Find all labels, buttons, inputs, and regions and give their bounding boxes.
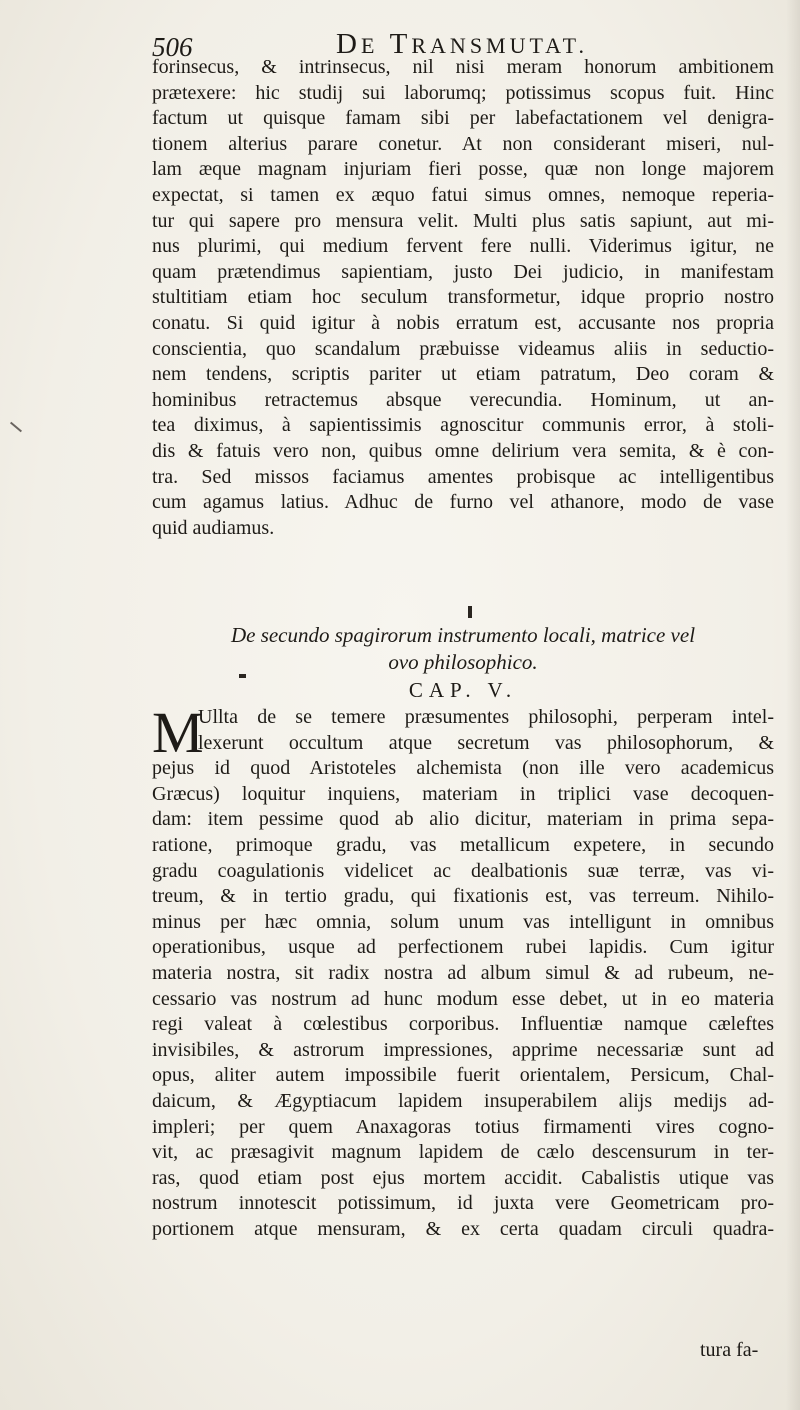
text-line: cum agamus latius. Adhuc de furno vel athanore, modo de vase	[152, 491, 774, 514]
text-line: impleri; per quem Anaxagoras totius firmamenti vires cogno-	[152, 1115, 774, 1138]
text-line: factum ut quisque famam sibi per labefactationem vel denigra-	[152, 107, 774, 130]
text-line: tur qui sapere pro mensura velit. Multi plus satis sapiunt, aut mi-	[152, 209, 774, 232]
text-line: minus per hæc omnia, solum unum vas intelligunt in omnibus	[152, 910, 774, 933]
text-line: conatu. Si quid igitur à nobis erratum est, accusante nos propria	[152, 311, 774, 334]
ink-speck	[239, 674, 246, 678]
text-line: operationibus, usque ad perfectionem rubei lapidis. Cum igitur	[152, 936, 774, 959]
catchword: tura fa-	[700, 1339, 759, 1361]
text-line: tra. Sed missos faciamus amentes probisque ac intelligentibus	[152, 465, 774, 488]
text-line: tionem alterius parare conetur. At non considerant miseri, nul-	[152, 132, 774, 155]
text-line: Græcus) loquitur inquiens, materiam in triplici vase decoquen-	[152, 782, 774, 805]
text-line: nus plurimi, qui medium fervent fere nulli. Viderimus igitur, ne	[152, 235, 774, 258]
text-line: Ullta de se temere præsumentes philosophi, perperam intel-	[198, 706, 774, 728]
text-line: quid audiamus.	[152, 516, 275, 539]
text-line: dam: item pessime quod ab alio dicitur, materiam in prima sepa-	[152, 808, 774, 831]
text-line: lexerunt occultum atque secretum vas philosophorum, &	[198, 731, 774, 754]
running-head-rest-1: E	[360, 33, 379, 58]
text-line: cessario vas nostrum ad hunc modum esse debet, ut in eo materia	[152, 987, 774, 1010]
text-line: lam æque magnam injuriam fieri posse, quæ non longe majorem	[152, 158, 774, 181]
text-line: daicum, & Ægyptiacum lapidem insuperabilem alijs medijs ad-	[152, 1089, 774, 1112]
text-line: quam prætendimus sapientiam, justo Dei judicio, in manifestam	[152, 260, 774, 283]
text-line: dis & fatuis vero non, quibus omne delirium vera semita, & è con-	[152, 439, 774, 462]
text-line: opus, aliter autem impossibile fuerit orientalem, Persicum, Chal-	[152, 1064, 774, 1087]
text-line: tea diximus, à sapientissimis agnoscitur communis error, à stoli-	[152, 414, 774, 437]
paragraph-1	[152, 55, 774, 541]
text-line: ras, quod etiam post ejus mortem accidit. Cabalistis utique vas	[152, 1166, 774, 1189]
text-line: pejus id quod Aristoteles alchemista (non ille vero academicus	[152, 757, 774, 780]
running-head-initial-2: T	[389, 28, 412, 60]
running-head-initial-1: D	[336, 28, 361, 60]
section-title	[152, 622, 774, 676]
section-title-line: ovo philosophico.	[388, 650, 538, 674]
text-line: forinsecus, & intrinsecus, nil nisi meram honorum ambitionem	[152, 56, 774, 78]
text-line: materia nostra, sit radix nostra ad album simul & ad rubeum, ne-	[152, 961, 774, 984]
page-edge-shadow	[786, 0, 800, 1410]
chapter-label: CAP. V.	[408, 678, 518, 702]
page-number: 506	[152, 32, 193, 62]
text-line: invisibiles, & astrorum impressiones, apprime necessariæ sunt ad	[152, 1038, 774, 1061]
drop-cap: M	[152, 700, 204, 765]
ink-speck	[10, 422, 22, 433]
text-line: ratione, primoque gradu, vas metallicum expetere, in secundo	[152, 833, 774, 856]
text-line: expectat, si tamen ex æquo fatui simus omnes, nemoque reperia-	[152, 183, 774, 206]
text-line: treum, & in tertio gradu, qui fixationis est, vas terreum. Nihilo-	[152, 885, 774, 908]
text-line: nem tendens, scriptis pariter ut etiam patratum, Deo coram &	[152, 363, 774, 386]
text-line: hominibus retractemus absque verecundia. Hominum, ut an-	[152, 388, 774, 411]
text-line: conscientia, quo scandalum præbuisse videamus aliis in seductio-	[152, 337, 774, 360]
ink-speck	[468, 606, 472, 618]
section-title-line: De secundo spagirorum instrumento locali, matrice vel	[230, 623, 696, 647]
text-line: prætexere: hic studij sui laborumq; potissimus scopus fuit. Hinc	[152, 81, 774, 104]
paragraph-2	[152, 700, 774, 1242]
text-line: portionem atque mensuram, & ex certa quadam circuli quadra-	[152, 1217, 774, 1240]
text-line: stultitiam etiam hoc seculum transformetur, idque proprio nostro	[152, 286, 774, 309]
text-line: vit, ac præsagivit magnum lapidem de cælo descensurum in ter-	[152, 1141, 774, 1164]
running-head-rest-2: RANSMUTAT.	[411, 33, 588, 58]
text-line: gradu coagulationis videlicet ac dealbationis suæ terræ, vas vi-	[152, 859, 774, 882]
text-line: regi valeat à cœlestibus corporibus. Influentiæ namque cæleftes	[152, 1013, 774, 1036]
text-line: nostrum innotescit potissimum, id juxta vere Geometricam pro-	[152, 1192, 774, 1215]
